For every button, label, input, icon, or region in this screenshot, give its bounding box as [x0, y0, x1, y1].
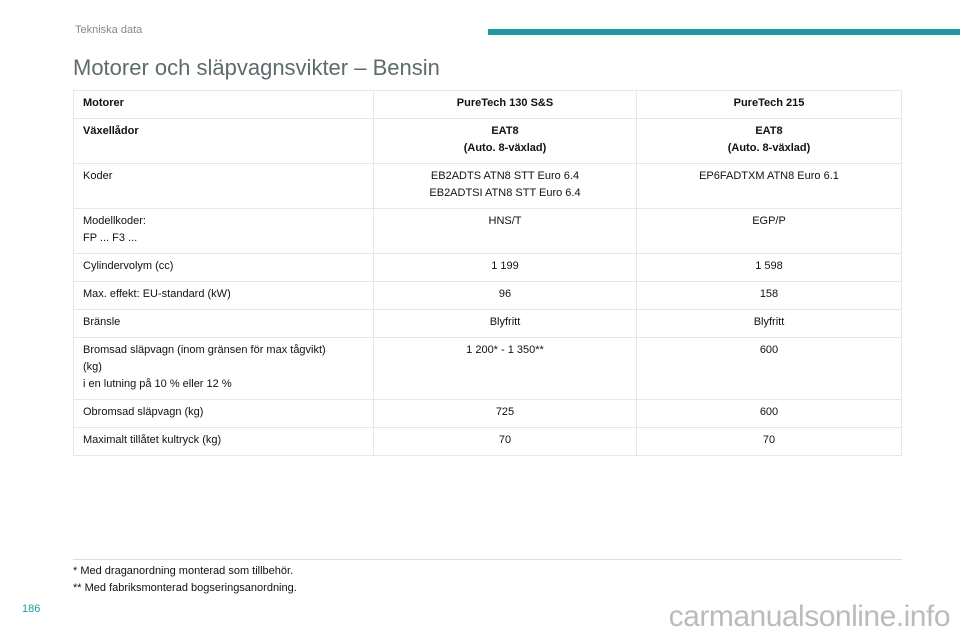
cell-text: 600: [759, 406, 779, 418]
table-cell: [374, 254, 637, 282]
table-row: [74, 310, 902, 338]
table-cell: [374, 428, 637, 456]
table-cell: [637, 254, 902, 282]
footnote-1: * Med draganordning monterad som tillbehör.: [73, 565, 294, 577]
table-cell: [74, 164, 374, 209]
table-row: [74, 428, 902, 456]
cell-text: HNS/T: [488, 215, 522, 227]
cell-text: 70: [498, 434, 512, 446]
cell-text: 96: [498, 288, 512, 300]
table-row: [74, 119, 902, 164]
table-cell: [74, 254, 374, 282]
cell-text: 1 199: [491, 260, 519, 272]
cell-text: Obromsad släpvagn (kg): [83, 406, 204, 418]
engine-specs-table: [73, 90, 902, 456]
footnote-divider: [73, 559, 902, 560]
table-cell: [374, 91, 637, 119]
cell-text: Blyfritt: [753, 316, 785, 328]
table-cell: [637, 338, 902, 400]
table-cell: [374, 310, 637, 338]
cell-text: 600: [759, 344, 779, 356]
cell-text: EB2ADTSI ATN8 STT Euro 6.4: [429, 187, 581, 199]
cell-text: Max. effekt: EU-standard (kW): [83, 288, 231, 300]
page-title: Motorer och släpvagnsvikter – Bensin: [73, 55, 440, 80]
cell-text: PureTech 130 S&S: [456, 97, 554, 109]
table-cell: [637, 400, 902, 428]
cell-text: Koder: [83, 170, 113, 182]
table-cell: [374, 119, 637, 164]
cell-text: PureTech 215: [733, 97, 805, 109]
table-row: [74, 91, 902, 119]
table-cell: [74, 400, 374, 428]
cell-text: 725: [495, 406, 515, 418]
table-cell: [74, 209, 374, 254]
page-number: 186: [22, 603, 41, 615]
cell-text: (kg): [83, 361, 102, 373]
table-cell: [74, 91, 374, 119]
cell-text: EGP/P: [752, 215, 786, 227]
table-cell: [637, 119, 902, 164]
table-cell: [74, 119, 374, 164]
table-cell: [637, 310, 902, 338]
table-cell: [74, 282, 374, 310]
table-cell: [374, 338, 637, 400]
cell-text: EAT8: [491, 125, 519, 137]
table-row: [74, 254, 902, 282]
table-row: [74, 209, 902, 254]
cell-text: 158: [759, 288, 779, 300]
header-accent-bar: [488, 29, 960, 35]
cell-text: EAT8: [755, 125, 783, 137]
table-row: [74, 164, 902, 209]
cell-text: Motorer: [83, 97, 124, 109]
footnote-2: ** Med fabriksmonterad bogseringsanordning.: [73, 582, 297, 594]
table-cell: [74, 310, 374, 338]
table-cell: [637, 428, 902, 456]
table-cell: [637, 282, 902, 310]
section-header: Tekniska data: [75, 24, 143, 36]
table-row: [74, 282, 902, 310]
table-cell: [374, 164, 637, 209]
cell-text: (Auto. 8-växlad): [463, 142, 547, 154]
table-cell: [637, 91, 902, 119]
cell-text: 1 200* - 1 350**: [466, 344, 544, 356]
cell-text: 70: [762, 434, 776, 446]
cell-text: 1 598: [755, 260, 783, 272]
cell-text: Bränsle: [83, 316, 121, 328]
table-cell: [374, 282, 637, 310]
cell-text: FP ... F3 ...: [83, 232, 138, 244]
cell-text: (Auto. 8-växlad): [727, 142, 811, 154]
cell-text: Blyfritt: [489, 316, 521, 328]
watermark: carmanualsonline.info: [668, 600, 950, 633]
table-row: [74, 400, 902, 428]
cell-text: Bromsad släpvagn (inom gränsen för max tågvikt): [83, 344, 326, 356]
cell-text: Växellådor: [83, 125, 139, 137]
cell-text: EP6FADTXM ATN8 Euro 6.1: [699, 170, 839, 182]
table-cell: [74, 338, 374, 400]
cell-text: Maximalt tillåtet kultryck (kg): [83, 434, 222, 446]
table-cell: [374, 400, 637, 428]
cell-text: EB2ADTS ATN8 STT Euro 6.4: [430, 170, 580, 182]
table-cell: [637, 209, 902, 254]
table-cell: [374, 209, 637, 254]
table-cell: [74, 428, 374, 456]
cell-text: i en lutning på 10 % eller 12 %: [83, 378, 232, 390]
table-row: [74, 338, 902, 400]
cell-text: Modellkoder:: [83, 215, 146, 227]
cell-text: Cylindervolym (cc): [83, 260, 174, 272]
table-cell: [637, 164, 902, 209]
